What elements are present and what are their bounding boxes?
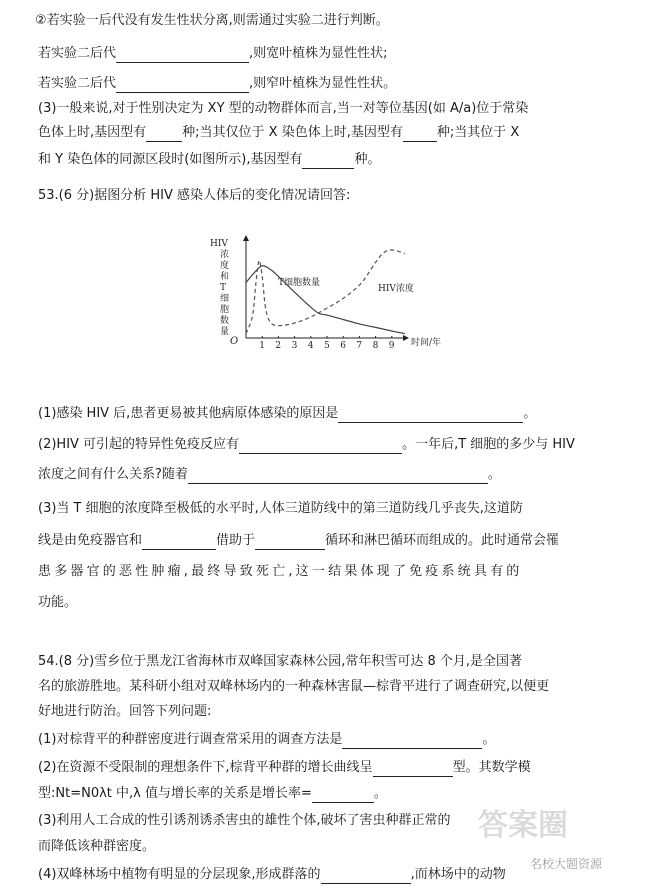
x-tick-label: 3 (291, 341, 298, 351)
answer-blank[interactable] (342, 734, 482, 749)
q54-line-8: 而降低该种群密度。 (38, 839, 156, 854)
q52-line-6: 和 Y 染色体的同源区段时(如图所示),基因型有 种。 (38, 152, 381, 167)
q52-line-1: ②若实验一后代没有发生性状分离,则需通过实验二进行判断。 (35, 13, 389, 28)
answer-blank[interactable] (142, 535, 216, 550)
q53-line-4: (3)当 T 细胞的浓度降至极低的水平时,人体三道防线中的第三道防线几乎丧失,这道防 (38, 501, 523, 516)
answer-blank[interactable] (312, 788, 374, 803)
y-axis-label-char: 和 (220, 272, 230, 282)
q52-line-4: (3)一般来说,对于性别决定为 XY 型的动物群体而言,当一对等位基因(如 A/a)位于常染 (38, 101, 529, 116)
origin-label: O (230, 336, 239, 347)
q54-line-5: (2)在资源不受限制的理想条件下,棕背平种群的增长曲线呈 型。其数学模 (38, 760, 531, 775)
hiv-chart (208, 228, 468, 352)
q53-line-3: 浓度之间有什么关系?随着 。 (38, 467, 501, 482)
y-axis-label-char: 浓 (220, 250, 230, 260)
q54-line-2: 名的旅游胜地。某科研小组对双峰林场内的一种森林害鼠—棕背平进行了调查研究,以便更 (38, 679, 550, 694)
x-tick-label: 2 (275, 341, 282, 351)
q53-line-7: 功能。 (38, 595, 78, 610)
y-axis-label (210, 239, 229, 337)
q54-line-6: 型:Nt=N0λt 中,λ 值与增长率的关系是增长率= 。 (38, 786, 387, 801)
q54-line-9: (4)双峰林场中植物有明显的分层现象,形成群落的 ,而林场中的动物 (38, 867, 506, 882)
watermark-logo: 答案圈 (478, 808, 568, 843)
hiv-series-label: HIV浓度 (378, 284, 414, 294)
y-axis-label-char: 度 (220, 261, 230, 271)
answer-blank[interactable] (188, 469, 488, 484)
answer-blank[interactable] (373, 762, 453, 777)
q52-line-2: 若实验二后代 ,则宽叶植株为显性性状; (38, 46, 388, 61)
q53-line-5: 线是由免疫器官和 借助于 循环和淋巴循环而组成的。此时通常会罹 (38, 533, 560, 548)
x-tick-label: 4 (307, 341, 314, 351)
q54-line-7: (3)利用人工合成的性引诱剂诱杀害虫的雄性个体,破坏了害虫种群正常的 (38, 813, 451, 828)
x-tick-label: 1 (259, 341, 265, 351)
t-cell-series-label: T细胞数量 (278, 278, 321, 288)
answer-blank[interactable] (239, 439, 402, 454)
q54-line-1: 54.(8 分)雪乡位于黑龙江省海林市双峰国家森林公园,常年积雪可达 8 个月,是全国著 (38, 654, 523, 669)
x-tick-label: 6 (340, 341, 346, 351)
y-axis-label-char: 细 (220, 294, 230, 304)
q52-line-3: 若实验二后代 ,则窄叶植株为显性性状。 (38, 76, 397, 91)
q53-heading: 53.(6 分)据图分析 HIV 感染人体后的变化情况请回答: (38, 188, 351, 203)
answer-blank[interactable] (116, 48, 249, 63)
answer-blank[interactable] (146, 127, 182, 142)
q54-line-3: 好地进行防治。回答下列问题: (38, 704, 212, 719)
y-axis-label-char: 胞 (220, 305, 230, 315)
x-tick-label: 9 (388, 341, 395, 351)
answer-blank[interactable] (403, 127, 437, 142)
q52-line-5: 色体上时,基因型有 种;当其仅位于 X 染色体上时,基因型有 种;当其位于 X (38, 125, 520, 140)
t-cell-series-line (246, 266, 405, 334)
answer-blank[interactable] (255, 535, 325, 550)
q54-line-4: (1)对棕背平的种群密度进行调查常采用的调查方法是 。 (38, 732, 496, 747)
y-axis-label-char: T (220, 283, 227, 293)
y-axis-label-char: 数 (220, 316, 230, 326)
answer-blank[interactable] (116, 78, 249, 93)
q53-line-6: 患多器官的恶性肿瘤,最终导致死亡,这一结果体现了免疫系统具有的 (38, 564, 523, 579)
answer-blank[interactable] (338, 408, 523, 423)
x-tick-label: 7 (356, 341, 363, 351)
x-tick-label: 8 (372, 341, 379, 351)
answer-blank[interactable] (302, 154, 354, 169)
y-axis-label-char: HIV (210, 239, 228, 249)
q53-line-2: (2)HIV 可引起的特异性免疫反应有 。一年后,T 细胞的多少与 HIV (38, 437, 575, 452)
y-axis-label-char: 量 (220, 327, 230, 337)
x-axis-label: 时间/年 (411, 338, 442, 348)
x-tick-label: 5 (324, 341, 330, 351)
q53-line-1: (1)感染 HIV 后,患者更易被其他病原体感染的原因是 。 (38, 406, 537, 421)
watermark-text: 名校大题资源 (530, 857, 603, 871)
answer-blank[interactable] (321, 869, 411, 884)
